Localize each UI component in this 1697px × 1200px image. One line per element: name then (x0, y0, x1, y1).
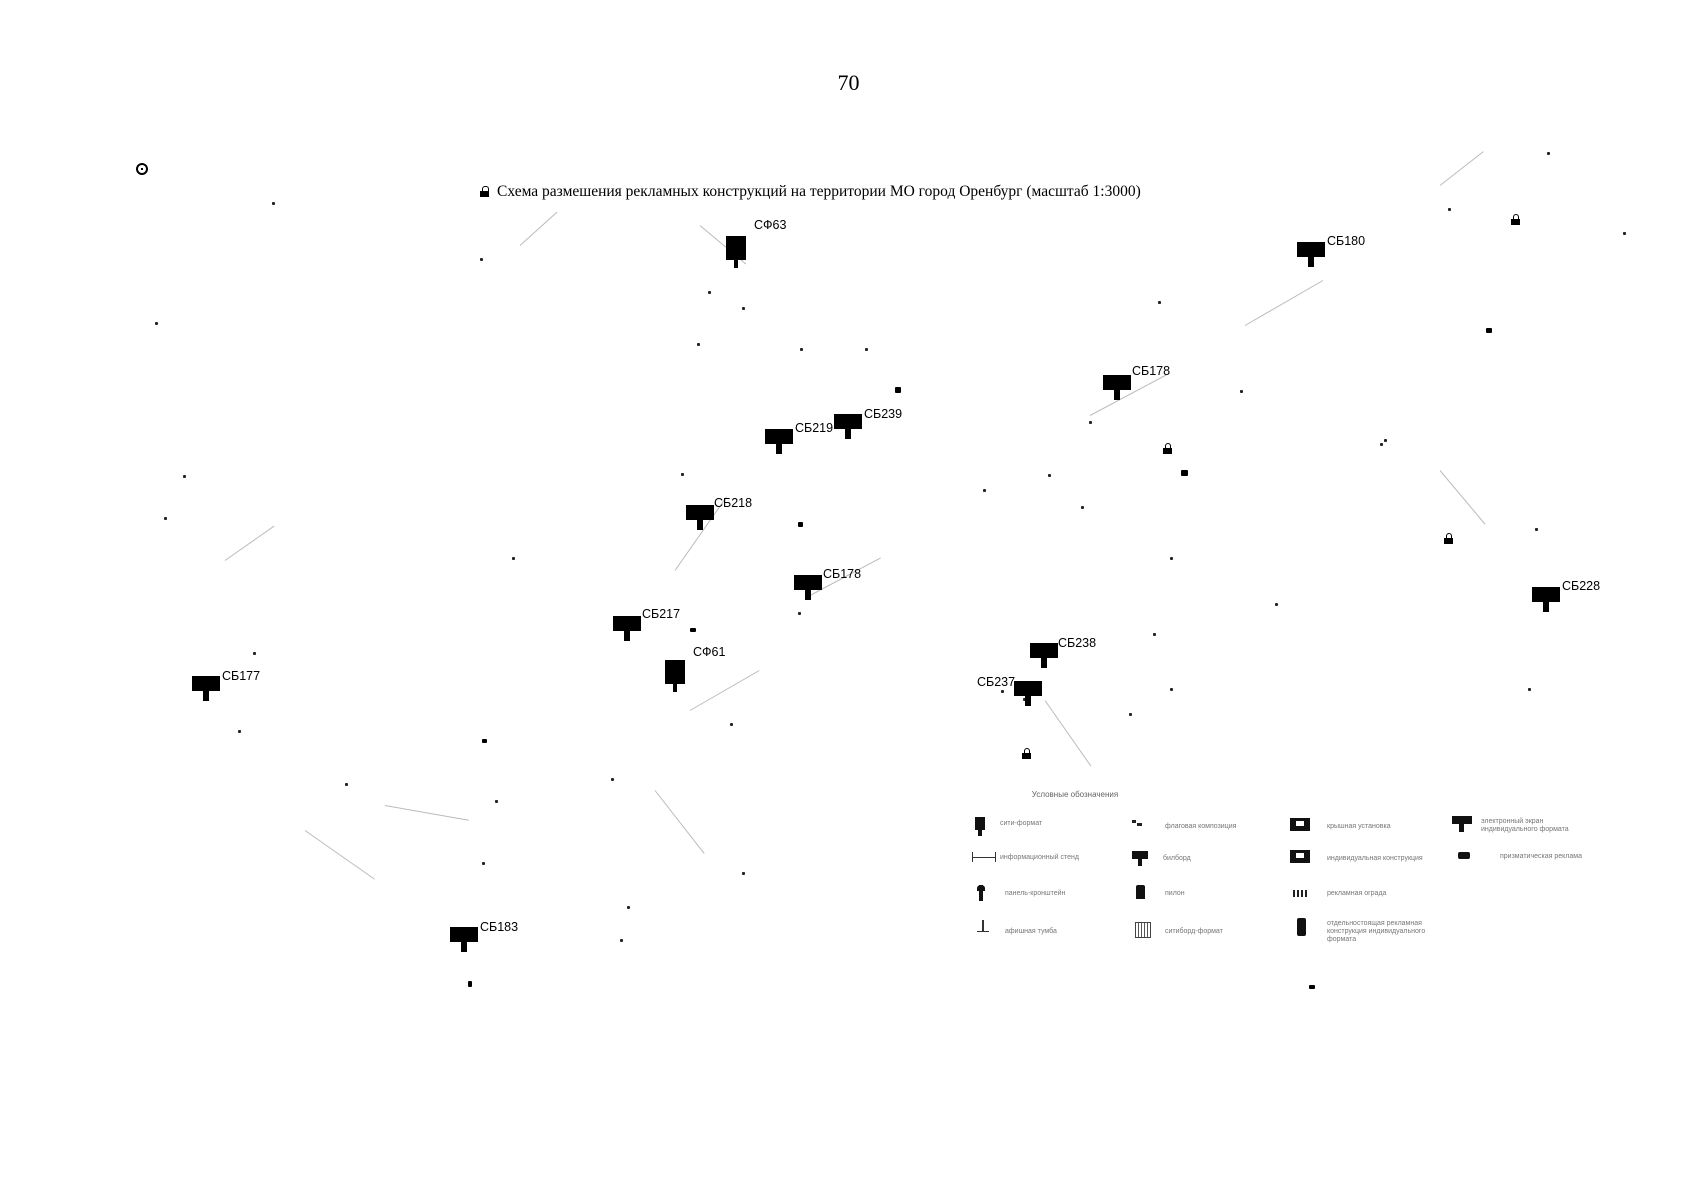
advertising-structure-icon (1309, 985, 1315, 989)
legend-label: информационный стенд (1000, 854, 1079, 861)
street-line (1045, 700, 1092, 766)
sign-label-sb183: СБ183 (480, 920, 519, 934)
legend-label: пилон (1165, 890, 1185, 897)
map-point (164, 517, 167, 520)
legend-label: индивидуальная конструкция (1327, 855, 1423, 862)
cityboard-format-icon (1135, 922, 1151, 938)
map-point (1129, 713, 1132, 716)
sign-label-sb177: СБ177 (222, 669, 261, 683)
street-line (1440, 151, 1484, 186)
info-stand-icon (972, 852, 996, 862)
street-line (305, 830, 375, 880)
advertising-structure-icon (1022, 748, 1031, 759)
map-point (742, 307, 745, 310)
sign-label-sb178b: СБ178 (823, 567, 862, 581)
map-point (512, 557, 515, 560)
map-point (1158, 301, 1161, 304)
sign-label-sf61: СФ61 (693, 645, 726, 659)
advertising-structure-icon (895, 387, 901, 393)
map-point (1240, 390, 1243, 393)
advertising-structure-icon (1181, 470, 1188, 476)
ad-fence-icon (1293, 890, 1309, 897)
legend-label: призматическая реклама (1500, 853, 1582, 860)
advertising-structure-icon (690, 628, 696, 632)
map-point (1448, 208, 1451, 211)
map-point (708, 291, 711, 294)
sign-label-sb178a: СБ178 (1132, 364, 1171, 378)
street-line (385, 805, 469, 821)
flag-composition-icon (1132, 820, 1142, 826)
advertising-structure-icon (468, 981, 472, 987)
legend-label: билборд (1163, 855, 1191, 862)
sign-label-sb219: СБ219 (795, 421, 834, 435)
map-point (1380, 443, 1383, 446)
standalone-structure-icon (1297, 918, 1306, 936)
map-point (495, 800, 498, 803)
map-point (1528, 688, 1531, 691)
map-point (1623, 232, 1626, 235)
map-point (1275, 603, 1278, 606)
bracket-panel-icon (979, 885, 983, 901)
map-point (1170, 688, 1173, 691)
sign-label-sf63: СФ63 (754, 218, 787, 232)
legend-label: электронный экран индивидуального формата (1481, 818, 1569, 833)
map-point (1535, 528, 1538, 531)
map-point (1048, 474, 1051, 477)
legend-title: Условные обозначения (1031, 790, 1119, 799)
map-point (1547, 152, 1550, 155)
street-line (690, 670, 760, 711)
sign-label-sb180: СБ180 (1327, 234, 1366, 248)
map-point (482, 862, 485, 865)
city-format-icon (975, 817, 985, 830)
map-point (798, 612, 801, 615)
map-title-text: Схема размешения рекламных конструкций на территории МО город Оренбург (масштаб 1:3000) (497, 183, 1141, 200)
street-line (655, 790, 705, 854)
advertising-structure-icon (482, 739, 487, 743)
map-legend (960, 790, 1600, 960)
advertising-structure-icon (1444, 533, 1453, 544)
map-point (1089, 421, 1092, 424)
map-point (1153, 633, 1156, 636)
individual-structure-icon (1290, 850, 1310, 863)
legend-label: ситиборд-формат (1165, 928, 1223, 935)
legend-label: флаговая композиция (1165, 823, 1237, 830)
legend-label: рекламная ограда (1327, 890, 1387, 897)
street-line (520, 212, 558, 246)
map-point (480, 258, 483, 261)
map-point (865, 348, 868, 351)
map-point (742, 872, 745, 875)
map-point (620, 939, 623, 942)
map-point (730, 723, 733, 726)
map-point (983, 489, 986, 492)
advertising-structure-icon (1486, 328, 1492, 333)
map-point (1170, 557, 1173, 560)
map-point (1384, 439, 1387, 442)
legend-label: отдельностоящая рекламная конструкция индивидуального формата (1327, 920, 1426, 943)
map-point (253, 652, 256, 655)
sign-label-sb237: СБ237 (977, 675, 1016, 689)
legend-label: панель-кронштейн (1005, 890, 1066, 897)
page-number: 70 (837, 70, 860, 95)
landmark-icon (136, 163, 148, 175)
pylon-icon (1136, 885, 1145, 899)
sign-label-sb217: СБ217 (642, 607, 681, 621)
map-point (345, 783, 348, 786)
advertising-structure-icon (1163, 443, 1172, 454)
legend-label: афишная тумба (1005, 928, 1057, 935)
map-point (611, 778, 614, 781)
advertising-structure-icon (1511, 214, 1520, 225)
map-point (183, 475, 186, 478)
sign-label-sb238: СБ238 (1058, 636, 1097, 650)
advertising-structure-icon (798, 522, 803, 527)
sign-label-sb239: СБ239 (864, 407, 903, 421)
legend-label: крышная установка (1327, 823, 1391, 830)
legend-label: сити-формат (1000, 820, 1043, 827)
map-point (155, 322, 158, 325)
roof-installation-icon (1290, 818, 1310, 831)
map-point (800, 348, 803, 351)
street-line (225, 526, 275, 561)
sign-label-sb218: СБ218 (714, 496, 753, 510)
street-line (1440, 470, 1486, 524)
map-point (1081, 506, 1084, 509)
map-point (238, 730, 241, 733)
sign-label-sb228: СБ228 (1562, 579, 1601, 593)
map-point (1001, 690, 1004, 693)
map-point (681, 473, 684, 476)
poster-column-icon (982, 920, 984, 932)
billboard-icon (1132, 851, 1148, 859)
map-point (272, 202, 275, 205)
street-line (1245, 280, 1323, 326)
electronic-screen-icon (1452, 816, 1472, 824)
map-point (627, 906, 630, 909)
prismatic-ad-icon (1458, 852, 1470, 859)
map-point (697, 343, 700, 346)
